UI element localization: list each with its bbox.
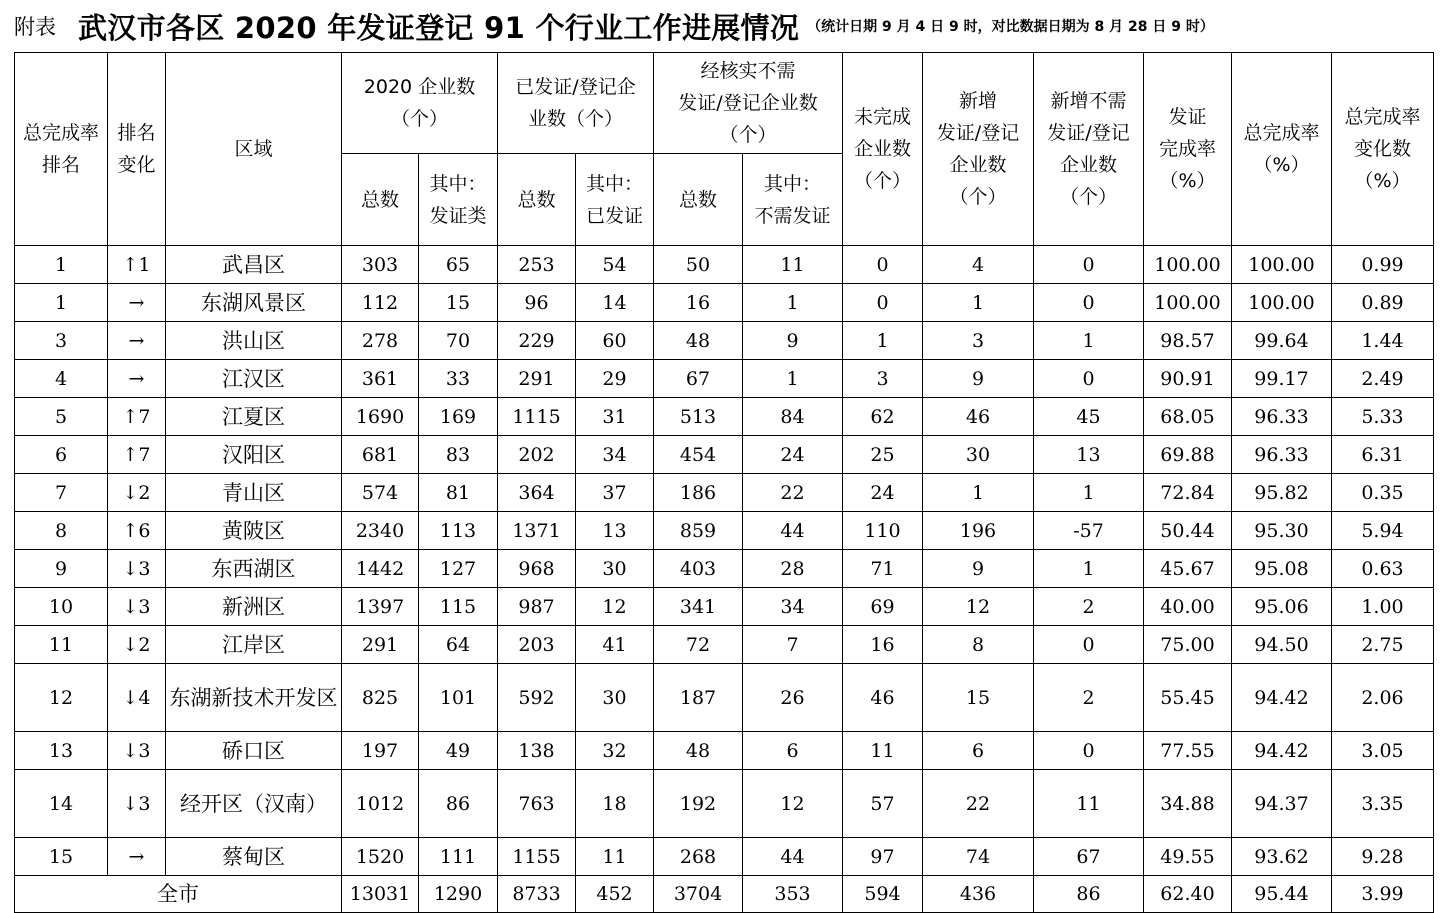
issue-rate-cell: 75.00 [1144,626,1232,664]
total-rate-cell: 100.00 [1232,246,1332,284]
ex-cert-cell: 12 [743,770,843,838]
table-row [15,284,1434,322]
rank-change-cell: ↓3 [108,770,166,838]
rate-change-cell: 0.99 [1332,246,1434,284]
sub-iss-cert-header: 其中： 已发证 [576,154,654,246]
ex-cert-cell: 22 [743,474,843,512]
rank-change-cell: ↑1 [108,246,166,284]
iss-total-cell: 229 [498,322,576,360]
ent-total-cell: 112 [342,284,419,322]
new-issued-cell: 6 [923,732,1034,770]
new-issued-cell: 1 [923,284,1034,322]
unfinished-cell: 16 [843,626,923,664]
iss-cert-cell: 34 [576,436,654,474]
ent-total-cell: 1442 [342,550,419,588]
total-rate-cell: 99.64 [1232,322,1332,360]
title-bar [14,0,1444,52]
region-cell: 东湖新技术开发区 [166,664,342,732]
total-rate-cell: 95.08 [1232,550,1332,588]
region-cell: 黄陂区 [166,512,342,550]
issue-rate-cell: 90.91 [1144,360,1232,398]
rank-change-cell: ↓4 [108,664,166,732]
iss-total-cell: 291 [498,360,576,398]
iss-cert-cell: 54 [576,246,654,284]
col-exempt-header: 经核实不需 发证/登记企业数 （个） [654,53,843,154]
unfinished-cell: 71 [843,550,923,588]
progress-table [14,52,1434,913]
iss-total-cell: 1155 [498,838,576,876]
col-issued-header: 已发证/登记企 业数（个） [498,53,654,154]
iss-total-cell: 364 [498,474,576,512]
new-issued-cell: 9 [923,550,1034,588]
rank-cell: 14 [15,770,108,838]
ent-total-cell: 2340 [342,512,419,550]
ex-total-cell: 72 [654,626,743,664]
iss-cert-cell: 13 [576,512,654,550]
new-issued-cell: 9 [923,360,1034,398]
region-cell: 汉阳区 [166,436,342,474]
total-rate-cell: 99.17 [1232,360,1332,398]
rank-change-cell: ↓3 [108,550,166,588]
rank-cell: 9 [15,550,108,588]
ent-cert-cell: 83 [419,436,498,474]
new-exempt-cell: 2 [1034,664,1144,732]
ex-total-cell: 268 [654,838,743,876]
col-total-rate-header: 总完成率 （%） [1232,53,1332,246]
new-issued-cell: 3 [923,322,1034,360]
region-cell: 武昌区 [166,246,342,284]
ex-total-cell: 16 [654,284,743,322]
rate-change-cell: 9.28 [1332,838,1434,876]
ex-total-cell: 454 [654,436,743,474]
new-issued-cell: 46 [923,398,1034,436]
ex-cert-cell: 24 [743,436,843,474]
total-rate-cell: 95.06 [1232,588,1332,626]
col-issue-rate-header: 发证 完成率 （%） [1144,53,1232,246]
new-issued-cell: 8 [923,626,1034,664]
total-row [15,876,1434,913]
total-rate-cell: 96.33 [1232,436,1332,474]
rank-change-cell: → [108,360,166,398]
ent-total-cell: 1690 [342,398,419,436]
rank-cell: 8 [15,512,108,550]
iss-total-cell: 987 [498,588,576,626]
ent-cert-cell: 65 [419,246,498,284]
region-cell: 经开区（汉南） [166,770,342,838]
region-cell: 江岸区 [166,626,342,664]
new-exempt-cell: 45 [1034,398,1144,436]
issue-rate-cell: 98.57 [1144,322,1232,360]
unfinished-cell: 24 [843,474,923,512]
new-exempt-cell: 1 [1034,322,1144,360]
table-row [15,550,1434,588]
ent-cert-cell: 64 [419,626,498,664]
stat-date-note: （统计日期 9 月 4 日 9 时，对比数据日期为 8 月 28 日 9 时） [807,19,1214,35]
ent-cert-cell: 101 [419,664,498,732]
table-row [15,398,1434,436]
sub-ex-total-header: 总数 [654,154,743,246]
new-exempt-cell: 67 [1034,838,1144,876]
total-rate-cell: 100.00 [1232,284,1332,322]
iss-total-cell: 138 [498,732,576,770]
iss-cert-cell: 32 [576,732,654,770]
ex-cert-cell: 44 [743,512,843,550]
table-row [15,436,1434,474]
region-cell: 东湖风景区 [166,284,342,322]
table-row [15,838,1434,876]
col-unfinished-header: 未完成 企业数 （个） [843,53,923,246]
ent-cert-cell: 15 [419,284,498,322]
total-rate-cell: 94.37 [1232,770,1332,838]
attachment-label: 附表 [14,15,56,39]
iss-total-cell: 202 [498,436,576,474]
total-rate-cell: 95.82 [1232,474,1332,512]
iss-total-cell: 203 [498,626,576,664]
rank-cell: 15 [15,838,108,876]
col-new-exempt-header: 新增不需 发证/登记 企业数 （个） [1034,53,1144,246]
ent-total-cell: 361 [342,360,419,398]
ent-total-cell: 303 [342,246,419,284]
col-new-issued-header: 新增 发证/登记 企业数 （个） [923,53,1034,246]
table-row [15,770,1434,838]
rate-change-cell: 0.35 [1332,474,1434,512]
new-exempt-cell: 0 [1034,360,1144,398]
region-cell: 东西湖区 [166,550,342,588]
rank-change-cell: ↑6 [108,512,166,550]
total-rate-cell: 94.50 [1232,626,1332,664]
issue-rate-cell: 68.05 [1144,398,1232,436]
table-row [15,588,1434,626]
new-exempt-cell: 11 [1034,770,1144,838]
unfinished-cell: 62 [843,398,923,436]
table-row [15,322,1434,360]
ent-cert-cell: 33 [419,360,498,398]
rate-change-cell: 3.05 [1332,732,1434,770]
col-rate-change-header: 总完成率 变化数 （%） [1332,53,1434,246]
ent-cert-cell: 70 [419,322,498,360]
ex-total-cell: 187 [654,664,743,732]
ent-total-cell: 681 [342,436,419,474]
ex-total-cell: 403 [654,550,743,588]
iss-total-cell: 96 [498,284,576,322]
issue-rate-cell: 34.88 [1144,770,1232,838]
new-exempt-cell: 1 [1034,474,1144,512]
iss-total-cell: 592 [498,664,576,732]
rank-cell: 12 [15,664,108,732]
rank-change-cell: ↓3 [108,588,166,626]
issue-rate-cell: 100.00 [1144,284,1232,322]
sub-ent-total-header: 总数 [342,154,419,246]
region-cell: 蔡甸区 [166,838,342,876]
ent-cert-cell: 169 [419,398,498,436]
rate-change-cell: 0.89 [1332,284,1434,322]
ex-total-cell: 341 [654,588,743,626]
ex-total-cell: 48 [654,732,743,770]
ent-cert-cell: 111 [419,838,498,876]
rank-change-cell: ↑7 [108,398,166,436]
unfinished-cell: 69 [843,588,923,626]
total-rate-cell: 95.30 [1232,512,1332,550]
new-issued-cell: 15 [923,664,1034,732]
table-row [15,360,1434,398]
total-ex-cert-cell: 353 [743,876,843,913]
rank-cell: 10 [15,588,108,626]
ex-cert-cell: 34 [743,588,843,626]
issue-rate-cell: 72.84 [1144,474,1232,512]
region-cell: 江夏区 [166,398,342,436]
total-ex-total-cell: 3704 [654,876,743,913]
region-cell: 江汉区 [166,360,342,398]
rate-change-cell: 1.00 [1332,588,1434,626]
rank-cell: 1 [15,284,108,322]
total-new-exempt-cell: 86 [1034,876,1144,913]
unfinished-cell: 0 [843,246,923,284]
iss-total-cell: 1371 [498,512,576,550]
iss-cert-cell: 29 [576,360,654,398]
ex-total-cell: 48 [654,322,743,360]
rate-change-cell: 1.44 [1332,322,1434,360]
new-issued-cell: 12 [923,588,1034,626]
issue-rate-cell: 100.00 [1144,246,1232,284]
iss-cert-cell: 31 [576,398,654,436]
new-issued-cell: 4 [923,246,1034,284]
table-row [15,664,1434,732]
rate-change-cell: 2.75 [1332,626,1434,664]
rank-change-cell: ↓2 [108,474,166,512]
ex-cert-cell: 6 [743,732,843,770]
rank-cell: 4 [15,360,108,398]
unfinished-cell: 46 [843,664,923,732]
total-label: 全市 [15,876,342,913]
issue-rate-cell: 50.44 [1144,512,1232,550]
total-rate-change-cell: 3.99 [1332,876,1434,913]
ex-cert-cell: 7 [743,626,843,664]
rank-change-cell: ↓3 [108,732,166,770]
ex-cert-cell: 26 [743,664,843,732]
iss-cert-cell: 11 [576,838,654,876]
rank-change-cell: ↑7 [108,436,166,474]
region-cell: 青山区 [166,474,342,512]
page-title: 武汉市各区 2020 年发证登记 91 个行业工作进展情况 [78,10,800,45]
table-row [15,626,1434,664]
total-iss-cert-cell: 452 [576,876,654,913]
iss-total-cell: 253 [498,246,576,284]
rank-cell: 13 [15,732,108,770]
unfinished-cell: 110 [843,512,923,550]
rate-change-cell: 5.33 [1332,398,1434,436]
ent-total-cell: 574 [342,474,419,512]
ent-cert-cell: 115 [419,588,498,626]
ent-cert-cell: 49 [419,732,498,770]
iss-cert-cell: 30 [576,550,654,588]
total-rate-cell: 96.33 [1232,398,1332,436]
issue-rate-cell: 40.00 [1144,588,1232,626]
col-change-header: 排名 变化 [108,53,166,246]
total-rate-cell: 93.62 [1232,838,1332,876]
new-exempt-cell: 0 [1034,284,1144,322]
unfinished-cell: 11 [843,732,923,770]
rate-change-cell: 2.06 [1332,664,1434,732]
iss-total-cell: 763 [498,770,576,838]
sub-ex-cert-header: 其中： 不需发证 [743,154,843,246]
table-row [15,246,1434,284]
ex-total-cell: 859 [654,512,743,550]
table-body [15,246,1434,913]
new-exempt-cell: 13 [1034,436,1144,474]
new-issued-cell: 22 [923,770,1034,838]
ex-cert-cell: 11 [743,246,843,284]
ex-total-cell: 192 [654,770,743,838]
iss-cert-cell: 12 [576,588,654,626]
rate-change-cell: 2.49 [1332,360,1434,398]
new-exempt-cell: 0 [1034,246,1144,284]
rank-cell: 7 [15,474,108,512]
total-issue-rate-cell: 62.40 [1144,876,1232,913]
unfinished-cell: 1 [843,322,923,360]
col-enterprises-header: 2020 企业数 （个） [342,53,498,154]
unfinished-cell: 97 [843,838,923,876]
iss-total-cell: 1115 [498,398,576,436]
iss-cert-cell: 14 [576,284,654,322]
ent-cert-cell: 127 [419,550,498,588]
total-ent-total-cell: 13031 [342,876,419,913]
total-ent-cert-cell: 1290 [419,876,498,913]
table-row [15,474,1434,512]
issue-rate-cell: 77.55 [1144,732,1232,770]
new-exempt-cell: 0 [1034,626,1144,664]
total-total-rate-cell: 95.44 [1232,876,1332,913]
table-row [15,512,1434,550]
ex-total-cell: 513 [654,398,743,436]
ent-total-cell: 1012 [342,770,419,838]
unfinished-cell: 25 [843,436,923,474]
ent-total-cell: 1397 [342,588,419,626]
new-issued-cell: 196 [923,512,1034,550]
rank-change-cell: ↓2 [108,626,166,664]
ex-cert-cell: 1 [743,360,843,398]
total-iss-total-cell: 8733 [498,876,576,913]
ent-cert-cell: 81 [419,474,498,512]
issue-rate-cell: 69.88 [1144,436,1232,474]
rank-cell: 1 [15,246,108,284]
region-cell: 新洲区 [166,588,342,626]
ent-total-cell: 1520 [342,838,419,876]
new-exempt-cell: 1 [1034,550,1144,588]
ex-cert-cell: 1 [743,284,843,322]
ex-cert-cell: 28 [743,550,843,588]
iss-cert-cell: 30 [576,664,654,732]
rate-change-cell: 3.35 [1332,770,1434,838]
iss-cert-cell: 37 [576,474,654,512]
rank-cell: 5 [15,398,108,436]
new-exempt-cell: 0 [1034,732,1144,770]
ex-total-cell: 67 [654,360,743,398]
iss-total-cell: 968 [498,550,576,588]
rate-change-cell: 6.31 [1332,436,1434,474]
rate-change-cell: 0.63 [1332,550,1434,588]
new-issued-cell: 30 [923,436,1034,474]
iss-cert-cell: 41 [576,626,654,664]
unfinished-cell: 0 [843,284,923,322]
region-cell: 洪山区 [166,322,342,360]
total-rate-cell: 94.42 [1232,732,1332,770]
unfinished-cell: 3 [843,360,923,398]
rank-change-cell: → [108,322,166,360]
ent-cert-cell: 86 [419,770,498,838]
sub-ent-cert-header: 其中： 发证类 [419,154,498,246]
unfinished-cell: 57 [843,770,923,838]
table-header [15,53,1434,246]
issue-rate-cell: 49.55 [1144,838,1232,876]
new-exempt-cell: 2 [1034,588,1144,626]
new-issued-cell: 74 [923,838,1034,876]
col-region-header: 区域 [166,53,342,246]
total-new-issued-cell: 436 [923,876,1034,913]
total-rate-cell: 94.42 [1232,664,1332,732]
col-rank-header: 总完成率 排名 [15,53,108,246]
ex-cert-cell: 84 [743,398,843,436]
rank-change-cell: → [108,284,166,322]
rank-change-cell: → [108,838,166,876]
table-row [15,732,1434,770]
ent-total-cell: 197 [342,732,419,770]
new-issued-cell: 1 [923,474,1034,512]
rank-cell: 11 [15,626,108,664]
region-cell: 硚口区 [166,732,342,770]
ex-cert-cell: 44 [743,838,843,876]
ex-total-cell: 186 [654,474,743,512]
ent-total-cell: 825 [342,664,419,732]
rank-cell: 3 [15,322,108,360]
iss-cert-cell: 60 [576,322,654,360]
sub-iss-total-header: 总数 [498,154,576,246]
rate-change-cell: 5.94 [1332,512,1434,550]
ex-cert-cell: 9 [743,322,843,360]
ent-total-cell: 291 [342,626,419,664]
issue-rate-cell: 55.45 [1144,664,1232,732]
ent-cert-cell: 113 [419,512,498,550]
ex-total-cell: 50 [654,246,743,284]
ent-total-cell: 278 [342,322,419,360]
total-unfinished-cell: 594 [843,876,923,913]
rank-cell: 6 [15,436,108,474]
iss-cert-cell: 18 [576,770,654,838]
issue-rate-cell: 45.67 [1144,550,1232,588]
new-exempt-cell: -57 [1034,512,1144,550]
